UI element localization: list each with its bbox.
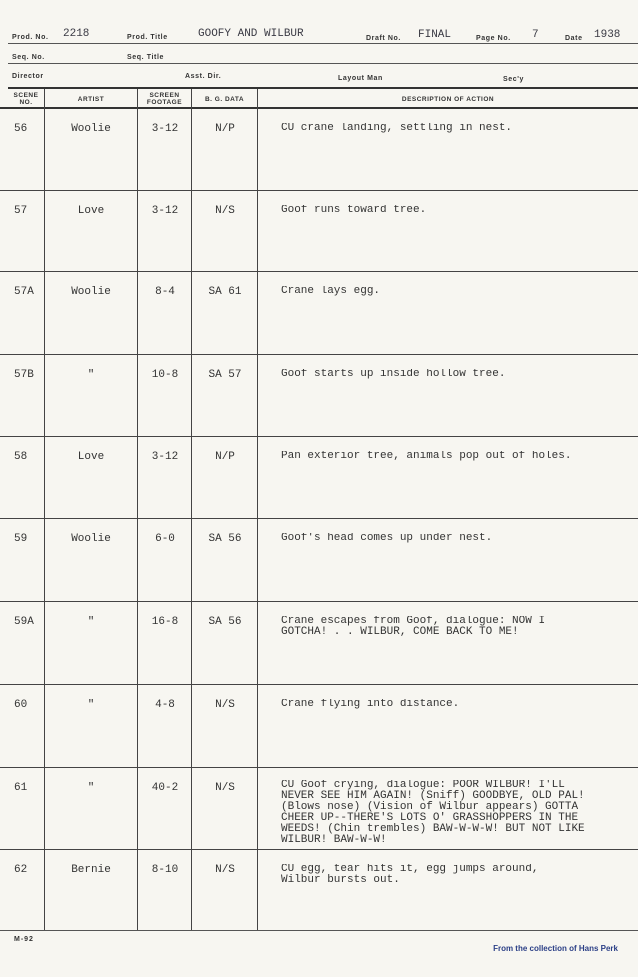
scene-no: 61 [14, 782, 28, 794]
bg-data: SA 61 [208, 286, 242, 298]
prod-no-value: 2218 [63, 28, 90, 40]
seq-no-label: Seq. No. [12, 54, 45, 61]
col-footage-header: SCREEN FOOTAGE [146, 92, 183, 106]
table-row [0, 768, 638, 850]
bg-data: N/P [215, 123, 235, 135]
action-description: Goof's head comes up under nest. [281, 533, 493, 544]
collection-credit: From the collection of Hans Perk [493, 944, 618, 953]
action-description: Crane escapes from Goof, dialogue: NOW I GOTCHA! . . WILBUR, COME BACK TO ME! [281, 616, 546, 638]
seq-title-label: Seq. Title [127, 54, 164, 61]
prod-title-value: GOOFY AND WILBUR [198, 28, 304, 40]
bg-data: SA 56 [208, 616, 242, 628]
draft-no-value: FINAL [418, 29, 452, 41]
artist: " [87, 782, 95, 794]
action-description: CU crane landing, settling in nest. [281, 123, 513, 134]
action-description: Goof runs toward tree. [281, 205, 427, 216]
artist: Love [77, 205, 105, 217]
scene-no: 60 [14, 699, 28, 711]
table-row [0, 685, 638, 768]
scene-no: 56 [14, 123, 28, 135]
col-artist-header: ARTIST [77, 95, 105, 103]
bg-data: N/P [215, 451, 235, 463]
artist: " [87, 369, 95, 381]
layout-man-label: Layout Man [338, 75, 383, 82]
header-rule-1 [8, 43, 638, 44]
screen-footage: 3-12 [151, 451, 179, 463]
bg-data: SA 57 [208, 369, 242, 381]
scene-no: 62 [14, 864, 28, 876]
header-rule-2 [8, 63, 638, 64]
page-no-value: 7 [532, 29, 539, 41]
action-description: CU Goof crying, dialogue: POOR WILBUR! I'LL NEVER SEE HIM AGAIN! (Sniff) GOODBYE, OLD PAL! (Blows nose) (Vision of Wilbur appears) GOTTA CHEER UP--THERE'S LOTS O' GRASSHOPPERS IN THE WEEDS! (Chin trembles) BAW-W-W-W! BUT NOT LIKE WILBUR! BAW-W-W! [281, 780, 585, 846]
action-description: Crane lays egg. [281, 286, 381, 297]
prod-title-label: Prod. Title [127, 34, 168, 41]
artist: Bernie [71, 864, 111, 876]
action-description: Crane flying into distance. [281, 699, 460, 710]
action-description: Pan exterior tree, animals pop out of holes. [281, 451, 572, 462]
screen-footage: 6-0 [155, 533, 175, 545]
table-row [0, 272, 638, 355]
scene-no: 57B [14, 369, 34, 381]
col-bg-header: B. G. DATA [204, 95, 245, 103]
artist: Woolie [71, 533, 111, 545]
asst-dir-label: Asst. Dir. [185, 73, 222, 80]
artist: Woolie [71, 123, 111, 135]
table-row [0, 602, 638, 685]
scene-no: 57 [14, 205, 28, 217]
date-label: Date [565, 35, 583, 42]
screen-footage: 4-8 [155, 699, 175, 711]
col-scene-header: SCENE NO. [13, 92, 39, 106]
screen-footage: 8-10 [151, 864, 179, 876]
scene-no: 57A [14, 286, 34, 298]
table-row [0, 519, 638, 602]
screen-footage: 16-8 [151, 616, 179, 628]
artist: Woolie [71, 286, 111, 298]
table-row [0, 109, 638, 191]
bg-data: N/S [215, 205, 235, 217]
page-no-label: Page No. [476, 35, 511, 42]
date-value: 1938 [594, 29, 621, 41]
bg-data: SA 56 [208, 533, 242, 545]
col-desc-header: DESCRIPTION OF ACTION [401, 95, 495, 103]
scene-no: 59A [14, 616, 34, 628]
scene-no: 59 [14, 533, 28, 545]
table-row [0, 850, 638, 930]
bg-data: N/S [215, 864, 235, 876]
action-description: Goof starts up inside hollow tree. [281, 369, 506, 380]
table-bottom-rule [0, 930, 638, 931]
table-row [0, 437, 638, 519]
director-label: Director [12, 73, 44, 80]
screen-footage: 8-4 [155, 286, 175, 298]
scene-no: 58 [14, 451, 28, 463]
table-row [0, 355, 638, 437]
artist: Love [77, 451, 105, 463]
action-description: CU egg, tear hits it, egg jumps around, Wilbur bursts out. [281, 864, 539, 886]
secy-label: Sec'y [503, 76, 525, 83]
bg-data: N/S [215, 699, 235, 711]
artist: " [87, 616, 95, 628]
screen-footage: 40-2 [151, 782, 179, 794]
prod-no-label: Prod. No. [12, 34, 49, 41]
screen-footage: 3-12 [151, 205, 179, 217]
draft-no-label: Draft No. [366, 35, 401, 42]
form-code: M-92 [14, 936, 34, 943]
screen-footage: 3-12 [151, 123, 179, 135]
screen-footage: 10-8 [151, 369, 179, 381]
bg-data: N/S [215, 782, 235, 794]
artist: " [87, 699, 95, 711]
header-rule-3 [8, 87, 638, 89]
table-row [0, 191, 638, 272]
